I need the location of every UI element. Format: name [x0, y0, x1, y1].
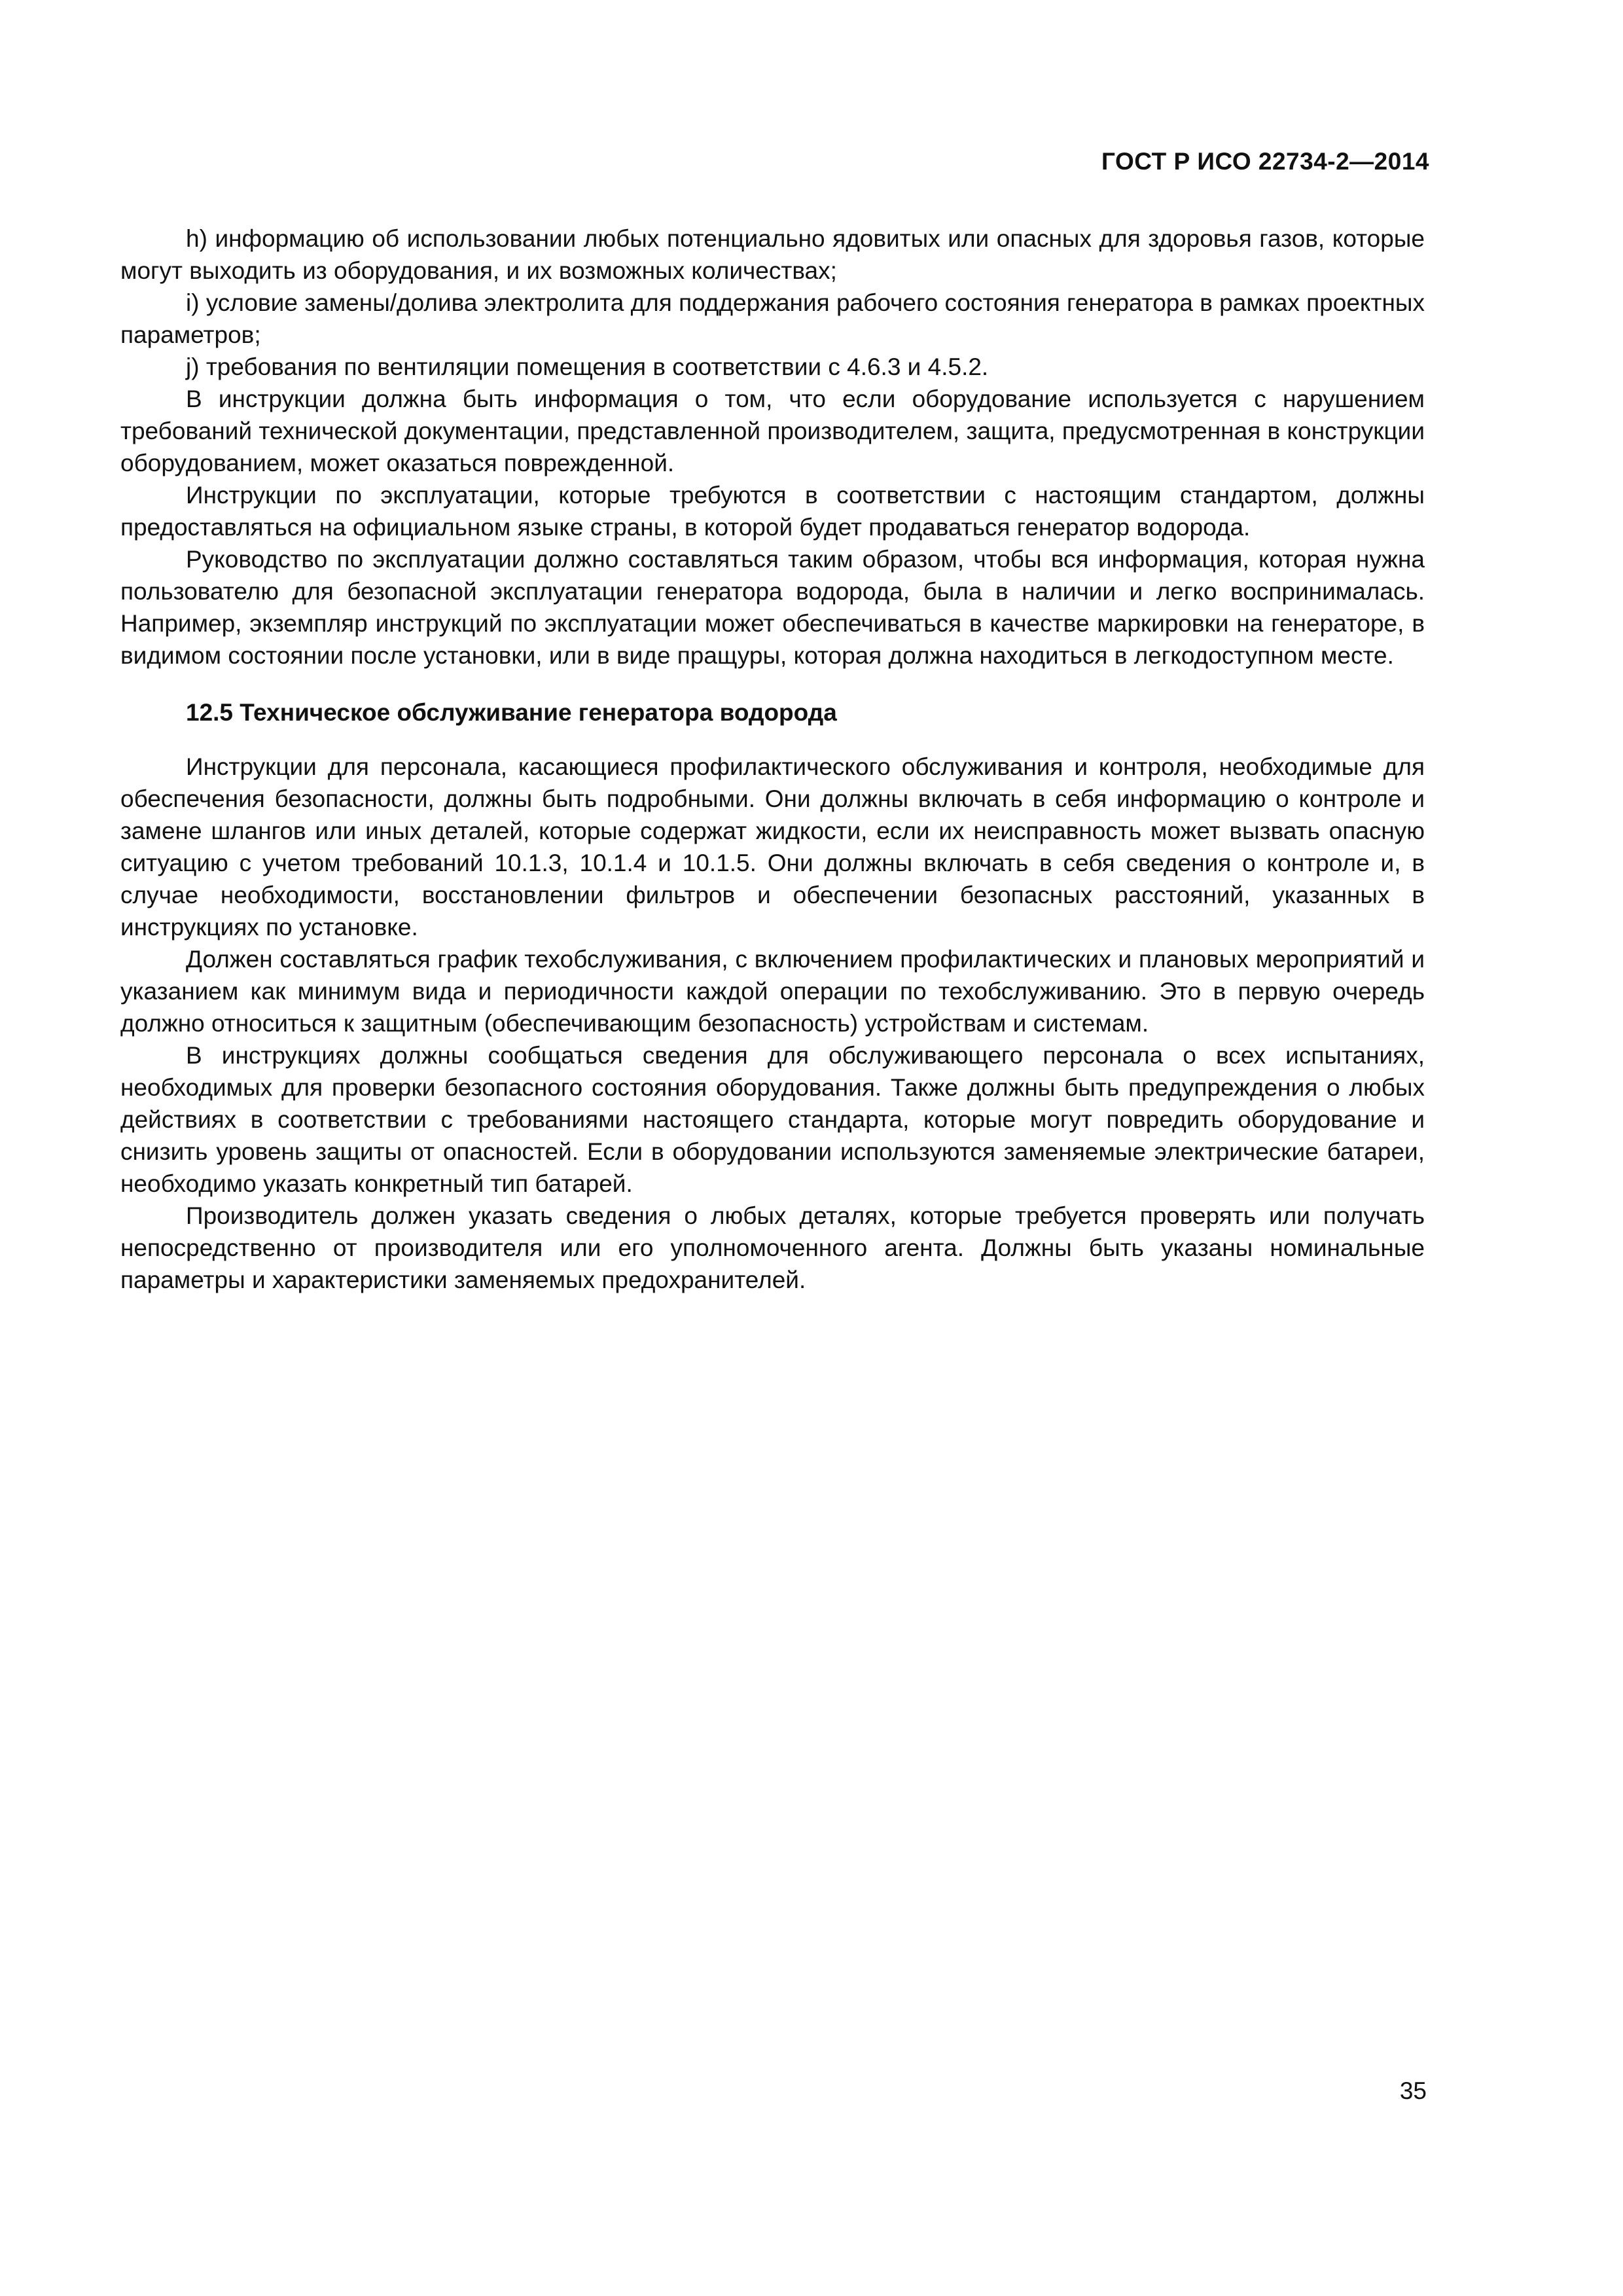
page-number: 35 [1399, 2077, 1427, 2104]
list-item-j: j) требования по вентиляции помещения в соответствии с 4.6.3 и 4.5.2. [186, 353, 989, 380]
section-paragraph: Должен составляться график техобслуживания, с включением профилактических и плановых мероприятий и указанием как минимум вида и периодичности каждой операции по техобслуживанию. Это в первую очередь должно относиться к защитным (обеспечивающим безопасность) устройствам и системам. [120, 946, 1425, 1037]
body-paragraph: В инструкции должна быть информация о том, что если оборудование используется с нарушением требований технической документации, представленной производителем, защита, предусмотренная в конструкции оборудованием, может оказаться поврежденной. [120, 386, 1425, 476]
body-paragraph: Руководство по эксплуатации должно составляться таким образом, чтобы вся информация, которая нужна пользователю для безопасной эксплуатации генератора водорода, была в наличии и легко воспринималась. Например, экземпляр инструкций по эксплуатации может обеспечиваться в качестве маркировки на генераторе, в видимом состоянии после установки, или в виде пращуры, которая должна находиться в легкодоступном месте. [120, 546, 1425, 669]
section-paragraph: Инструкции для персонала, касающиеся профилактического обслуживания и контроля, необходимые для обеспечения безопасности, должны быть подробными. Они должны включать в себя информацию о контроле и замене шлангов или иных деталей, которые содержат жидкости, если их неисправность может вызвать опасную ситуацию с учетом требований 10.1.3, 10.1.4 и 10.1.5. Они должны включать в себя сведения о контроле и, в случае необходимости, восстановлении фильтров и обеспечении безопасных расстояний, указанных в инструкциях по установке. [120, 753, 1425, 941]
section-heading: 12.5 Техническое обслуживание генератора водорода [186, 699, 837, 726]
standard-code-header: ГОСТ Р ИСО 22734-2—2014 [1101, 148, 1429, 175]
section-paragraph: Производитель должен указать сведения о любых деталях, которые требуется проверять или получать непосредственно от производителя или его уполномоченного агента. Должны быть указаны номинальные параметры и характеристики заменяемых предохранителей. [120, 1202, 1425, 1293]
document-body [120, 223, 1425, 1296]
list-item-i: i) условие замены/долива электролита для поддержания рабочего состояния генератора в рамках проектных параметров; [120, 289, 1425, 348]
section-paragraph: В инструкциях должны сообщаться сведения для обслуживающего персонала о всех испытаниях, необходимых для проверки безопасного состояния оборудования. Также должны быть предупреждения о любых действиях в соответствии с требованиями настоящего стандарта, которые могут повредить оборудование и снизить уровень защиты от опасностей. Если в оборудовании используются заменяемые электрические батареи, необходимо указать конкретный тип батарей. [120, 1042, 1425, 1197]
body-paragraph: Инструкции по эксплуатации, которые требуются в соответствии с настоящим стандартом, должны предоставляться на официальном языке страны, в которой будет продаваться генератор водорода. [120, 482, 1425, 541]
list-item-h: h) информацию об использовании любых потенциально ядовитых или опасных для здоровья газов, которые могут выходить из оборудования, и их возможных количествах; [120, 225, 1425, 284]
